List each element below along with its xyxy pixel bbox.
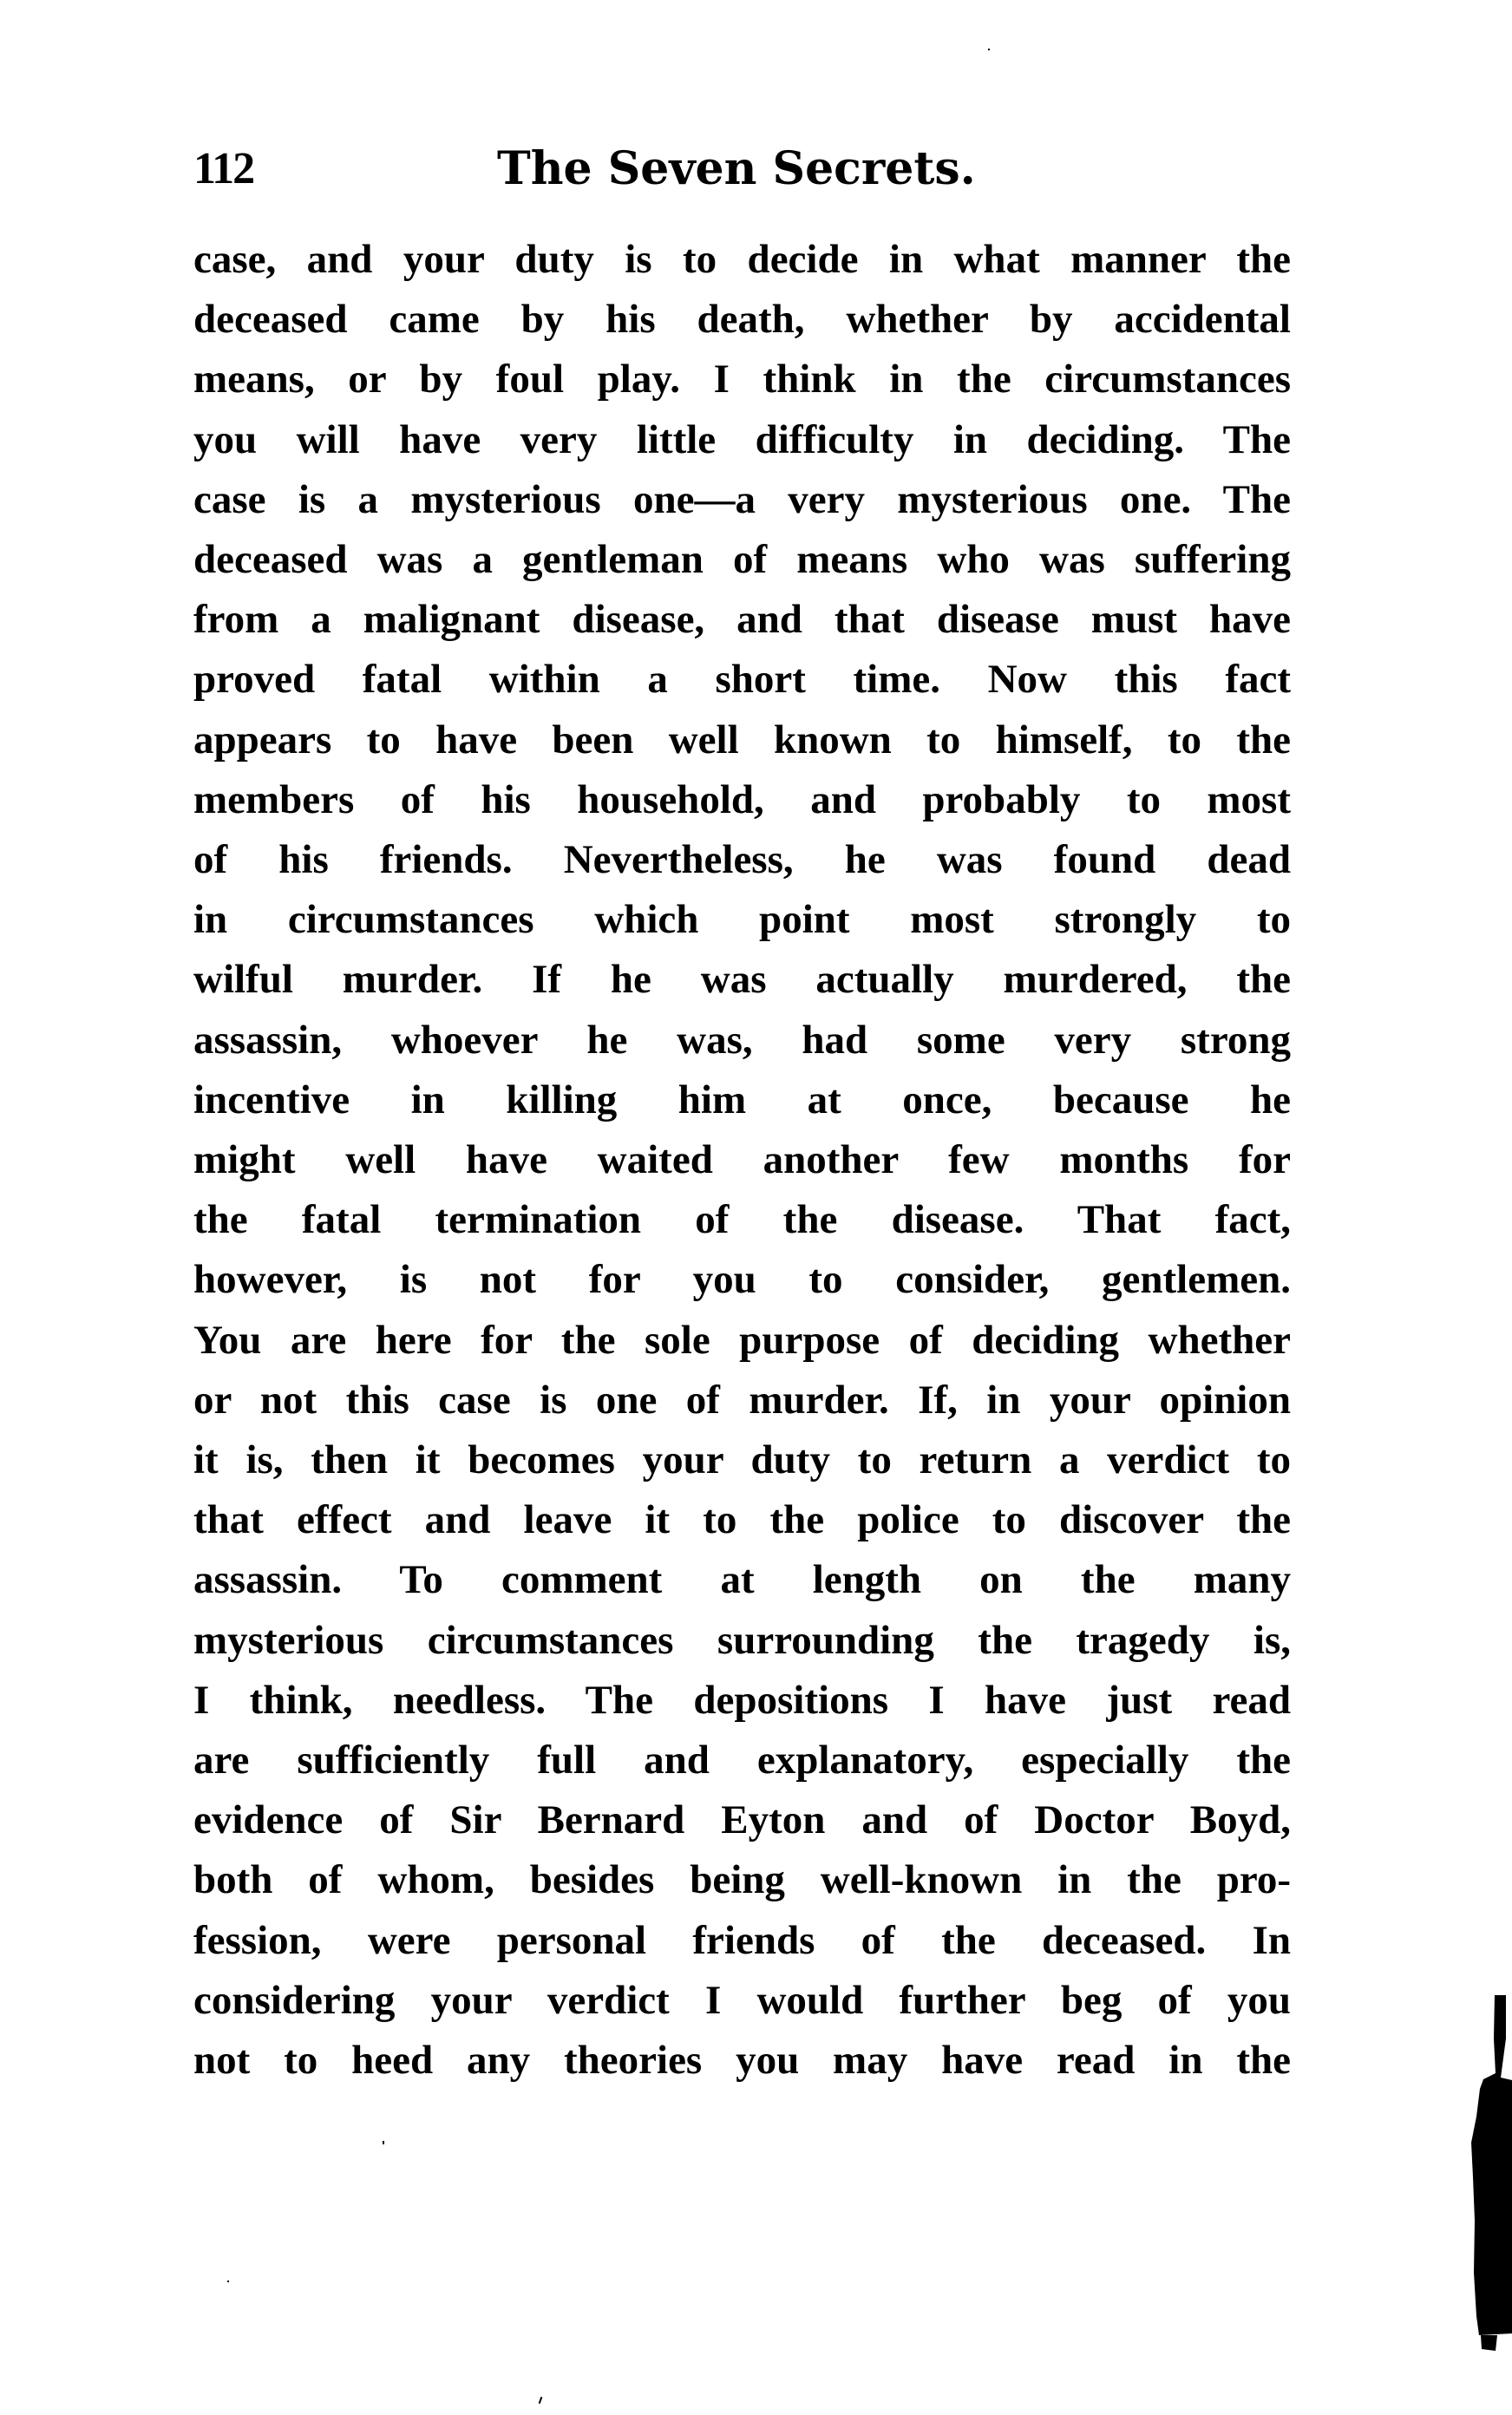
text-line: assassin, whoever he was, had some very strong — [193, 1017, 1291, 1063]
text-line: it is, then it becomes your duty to return a verdict to — [193, 1437, 1291, 1482]
running-title: The Seven Secrets. — [497, 142, 976, 195]
text-line: of his friends. Nevertheless, he was found dead — [193, 837, 1291, 882]
text-line: are sufficiently full and explanatory, especially the — [193, 1738, 1291, 1783]
text-line: incentive in killing him at once, because he — [193, 1077, 1291, 1122]
text-line: you will have very little difficulty in deciding. The — [193, 416, 1291, 462]
text-line: however, is not for you to consider, gentlemen. — [193, 1257, 1291, 1303]
scan-speck — [988, 49, 990, 50]
text-line: case is a mysterious one—a very mysterious one. The — [193, 476, 1291, 522]
text-line: I think, needless. The depositions I have just read — [193, 1677, 1291, 1723]
text-line: members of his household, and probably to most — [193, 776, 1291, 822]
text-line: evidence of Sir Bernard Eyton and of Doctor Boyd, — [193, 1797, 1291, 1843]
text-line: case, and your duty is to decide in what manner the — [193, 237, 1291, 282]
scan-speck — [227, 2281, 229, 2282]
scan-edge-shadow-tail — [1481, 2335, 1497, 2351]
text-line: proved fatal within a short time. Now this fact — [193, 657, 1291, 703]
text-line: You are here for the sole purpose of deciding whether — [193, 1317, 1291, 1363]
text-line: means, or by foul play. I think in the circumstances — [193, 357, 1291, 402]
scan-speck — [383, 2141, 384, 2144]
scan-speck — [539, 2397, 543, 2404]
text-line: from a malignant disease, and that disease must have — [193, 597, 1291, 643]
text-line: fession, were personal friends of the deceased. In — [193, 1917, 1291, 1963]
text-line: mysterious circumstances surrounding the tragedy is, — [193, 1617, 1291, 1663]
text-line: in circumstances which point most strongly to — [193, 897, 1291, 943]
text-line: wilful murder. If he was actually murdered, the — [193, 957, 1291, 1003]
text-line: might well have waited another few months for — [193, 1137, 1291, 1182]
text-line: appears to have been well known to himself, to the — [193, 717, 1291, 762]
text-line: not to heed any theories you may have read in the — [193, 2038, 1291, 2083]
text-line: the fatal termination of the disease. That fact, — [193, 1197, 1291, 1243]
text-line: both of whom, besides being well-known in the pro- — [193, 1857, 1291, 1903]
text-line: or not this case is one of murder. If, in your opinion — [193, 1377, 1291, 1423]
text-line: assassin. To comment at length on the many — [193, 1557, 1291, 1603]
page-number: 112 — [193, 144, 254, 193]
running-head — [193, 139, 1291, 200]
scan-edge-shadow — [1431, 1986, 1512, 2359]
scan-edge-shadow-shape — [1471, 1995, 1512, 2335]
text-line: deceased was a gentleman of means who was suffering — [193, 537, 1291, 582]
text-line: considering your verdict I would further beg of you — [193, 1977, 1291, 2023]
text-line: deceased came by his death, whether by accidental — [193, 297, 1291, 343]
text-line: that effect and leave it to the police to discover the — [193, 1497, 1291, 1543]
